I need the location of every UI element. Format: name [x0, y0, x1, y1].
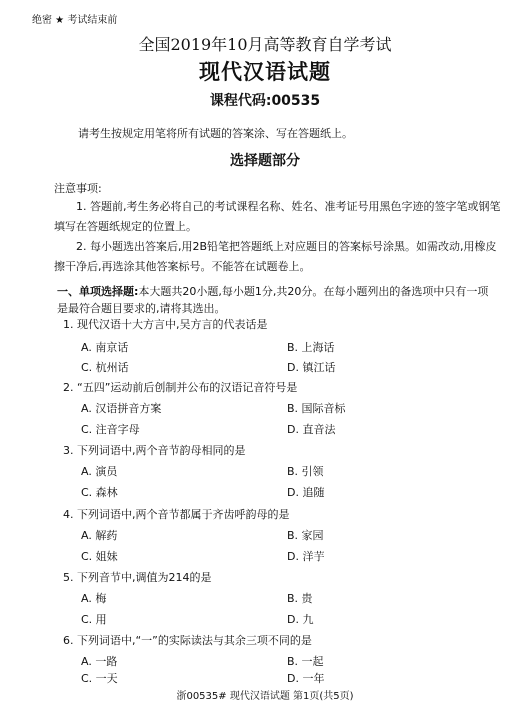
instruction-text: 请考生按规定用笔将所有试题的答案涂、写在答题纸上。 [78, 127, 353, 140]
question-stem: 5. 下列音节中,调值为214的是 [63, 571, 212, 584]
option-a: A. 一路 [81, 655, 118, 668]
option-a: A. 梅 [81, 592, 107, 605]
question-stem: 1. 现代汉语十大方言中,吴方言的代表话是 [63, 318, 268, 331]
note-item: 1. 答题前,考生务必将自己的考试课程名称、姓名、准考证号用黑色字迹的签字笔或钢笔填写在答题纸规定的位置上。 [54, 200, 501, 233]
option-d: D. 镇江话 [287, 361, 336, 374]
option-c: C. 森林 [81, 486, 118, 499]
option-d: D. 洋芋 [287, 550, 325, 563]
option-b: B. 家园 [287, 529, 324, 542]
question-stem: 6. 下列词语中,“一”的实际读法与其余三项不同的是 [63, 634, 312, 647]
option-a: A. 解药 [81, 529, 118, 542]
section-title: 选择题部分 [230, 153, 300, 169]
option-c: C. 姐妹 [81, 550, 118, 563]
option-b: B. 引领 [287, 465, 324, 478]
course-code: 课程代码:00535 [209, 93, 321, 109]
subject-title: 现代汉语试题 [199, 60, 331, 84]
option-b: B. 一起 [287, 655, 324, 668]
note-item: 2. 每小题选出答案后,用2B铅笔把答题纸上对应题目的答案标号涂黑。如需改动,用橡皮擦干净后,再选涂其他答案标号。不能答在试题卷上。 [54, 240, 497, 273]
option-d: D. 九 [287, 613, 314, 626]
option-b: B. 国际音标 [287, 402, 346, 415]
option-c: C. 注音字母 [81, 423, 140, 436]
question-stem: 3. 下列词语中,两个音节韵母相同的是 [63, 444, 246, 457]
option-d: D. 一年 [287, 672, 325, 685]
confidential-mark: 绝密 ★ 考试结束前 [32, 15, 118, 26]
page-footer: 浙00535# 现代汉语试题 第1页(共5页) [176, 691, 354, 702]
question-stem: 4. 下列词语中,两个音节都属于齐齿呼韵母的是 [63, 508, 290, 521]
exam-title: 全国2019年10月高等教育自学考试 [138, 35, 392, 54]
option-a: A. 演员 [81, 465, 118, 478]
question-stem: 2. “五四”运动前后创制并公布的汉语记音符号是 [63, 381, 298, 394]
option-d: D. 追随 [287, 486, 325, 499]
part-label: 一、单项选择题: [57, 285, 139, 298]
option-b: B. 贵 [287, 592, 313, 605]
part-text: 本大题共20小题,每小题1分,共20分。在每小题列出的备选项中只有一项是最符合题目要求的,请将其选出。 [57, 285, 489, 315]
part-heading [57, 283, 497, 317]
option-b: B. 上海话 [287, 341, 335, 354]
option-c: C. 用 [81, 613, 107, 626]
option-c: C. 杭州话 [81, 361, 129, 374]
option-c: C. 一天 [81, 672, 118, 685]
option-a: A. 汉语拼音方案 [81, 402, 162, 415]
option-d: D. 直音法 [287, 423, 336, 436]
notes-heading: 注意事项: [54, 182, 102, 195]
option-a: A. 南京话 [81, 341, 129, 354]
